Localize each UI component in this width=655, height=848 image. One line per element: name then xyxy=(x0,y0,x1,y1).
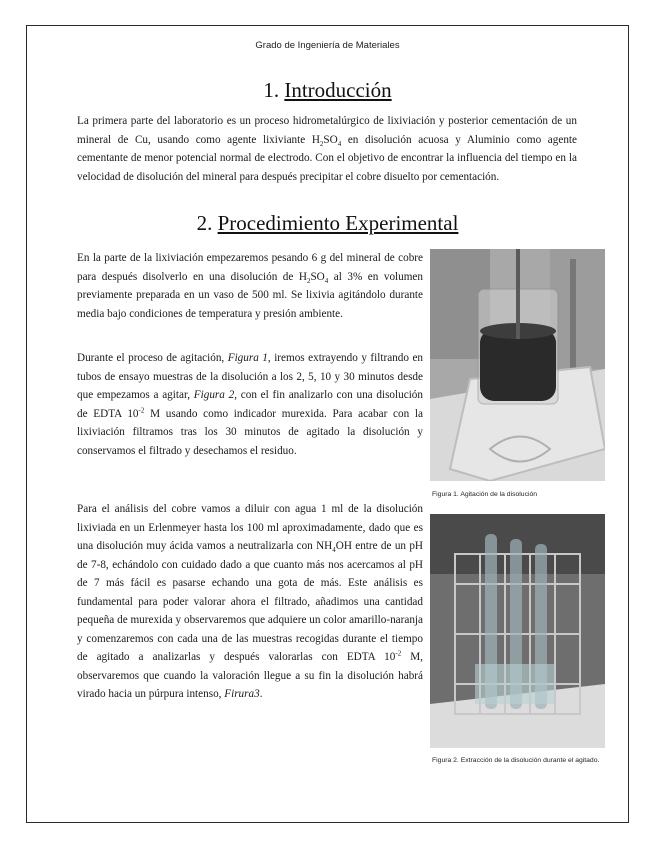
procedure-paragraph-1: En la parte de la lixiviación empezaremos pesando 6 g del mineral de cobre para después disolverlo en una disolución de $H_2SO_4$ al 3% en volumen previamente preparada en un vaso de 500 ml. Se lixivia agitándolo durante media bajo condiciones de temperatura y presión ambiente. xyxy=(77,252,423,320)
section-1-heading xyxy=(0,78,655,103)
section-2-title: Procedimiento Experimental xyxy=(217,211,459,235)
figure-1-caption: Figura 1. Agitación de la disolución xyxy=(432,491,538,498)
section-1-title: Introducción xyxy=(284,78,392,102)
section-2-heading xyxy=(0,211,655,236)
figure-1-reference: Figura 1 xyxy=(227,352,268,364)
test-tube-rack-image xyxy=(430,514,605,748)
figure-2-photo xyxy=(430,514,605,748)
procedure-paragraph-3: Para el análisis del cobre vamos a diluir con agua 1 ml de la disolución lixiviada en un Erlenmeyer hasta los 100 ml aproximadamente, dado que es una disolución muy ácida vamos a neutralizarla con $NH_4OH$ entre de un pH de 7-8, echándolo con cuidado dado a que cuanto más nos acercamos al pH de 7 más fácil es pasarse echando una gota de más. Este análisis es fundamental para poder valorar ahora el filtrado, añadimos una cantidad pequeña de murexida y observaremos que adquiere un color amarillo-naranja y comenzaremos con cada una de las muestras recogidas durante el tiempo de agitado a analizarlas y después valorarlas con EDTA $10^{-2}$ M, observaremos que cuando la valoración llegue a su fin la disolución habrá virado hacia un púrpura intenso, Firura3. xyxy=(77,503,424,700)
procedure-paragraph-2: Durante el proceso de agitación, Figura 1, iremos extrayendo y filtrando en tubos de ensayo muestras de la disolución a los 2, 5, 10 y 30 minutos desde que empezamos a agitar, Figura 2, con el fin analizarlo con una disolución de EDTA $10^{-2}$ M usando como indicador murexida. Para acabar con la lixiviación filtramos tras los 30 minutos de agitado la disolución y conservamos el filtrado y desechamos el residuo. xyxy=(77,352,423,457)
beaker-on-stirrer-image xyxy=(430,249,605,481)
section-1-number: 1. xyxy=(263,78,280,102)
figure-2-reference: Figura 2 xyxy=(193,389,235,401)
figure-1-photo xyxy=(430,249,605,481)
document-header: Grado de Ingeniería de Materiales xyxy=(255,40,400,51)
introduction-paragraph: La primera parte del laboratorio es un proceso hidrometalúrgico de lixiviación y posterior cementación de un mineral de Cu, usando como agente lixiviante $H_2SO_4$ en disolución acuosa y Aluminio como agente cementante de menor potencial normal de electrodo. Con el objetivo de encontrar la influencia del tiempo en la velocidad de disolución del mineral para después precipitar el cobre disuelto por cementación. xyxy=(77,115,577,183)
section-2-number: 2. xyxy=(196,211,213,235)
figure-2-caption: Figura 2. Extracción de la disolución durante el agitado. xyxy=(432,757,600,764)
figure-3-reference: Firura3 xyxy=(224,688,260,700)
